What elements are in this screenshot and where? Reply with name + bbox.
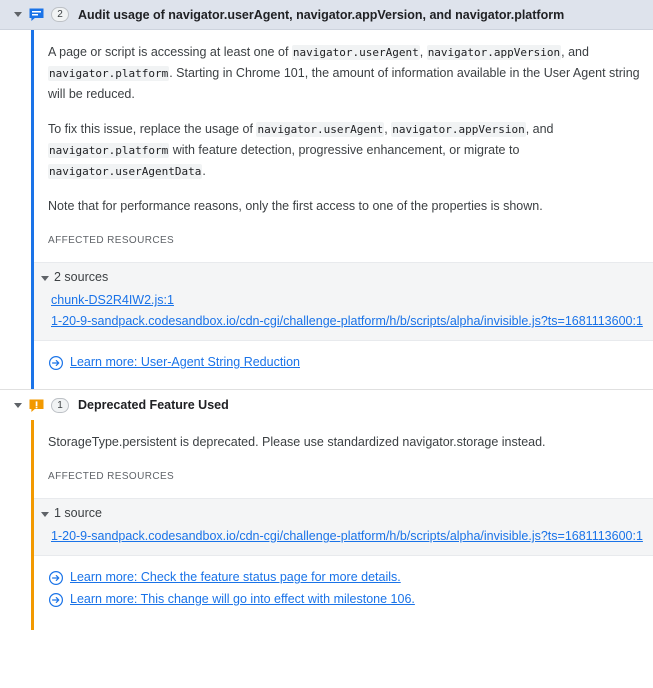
issue-description-paragraph: [48, 432, 648, 453]
chevron-down-icon[interactable]: [12, 399, 25, 412]
source-link[interactable]: 1-20-9-sandpack.codesandbox.io/cdn-cgi/challenge-platform/h/b/scripts/alpha/invisible.js?ts=1681113600:1: [51, 529, 643, 543]
text-run: , and: [525, 122, 554, 136]
learn-more-label: Learn more: Check the feature status page for more details.: [70, 570, 401, 584]
sources-disclosure-row[interactable]: [31, 504, 653, 522]
code-token: navigator.userAgent: [292, 46, 419, 59]
sources-list: [31, 526, 653, 547]
learn-more-block: [31, 556, 653, 609]
sources-list: [31, 290, 653, 332]
sources-disclosure-row[interactable]: [31, 268, 653, 286]
text-run: A page or script is accessing at least one of: [48, 45, 292, 59]
text-run: Note that for performance reasons, only the first access to one of the properties is shown.: [48, 199, 543, 213]
issue-header[interactable]: [0, 390, 653, 420]
arrow-circle-right-icon: [48, 570, 64, 586]
code-token: navigator.appVersion: [392, 123, 525, 136]
issue-body: [0, 420, 653, 630]
code-token: navigator.platform: [49, 67, 169, 80]
issue-count-badge: 2: [51, 7, 69, 22]
text-run: ,: [419, 45, 427, 59]
code-token: navigator.appVersion: [427, 46, 561, 59]
chevron-down-icon[interactable]: [41, 512, 49, 517]
affected-resources-panel: [31, 262, 653, 341]
issue-note-paragraph: [48, 196, 648, 217]
issue-deprecated-feature-used: [0, 390, 653, 630]
learn-more-link[interactable]: [48, 353, 300, 372]
affected-resources-label: AFFECTED RESOURCES: [48, 235, 175, 246]
arrow-circle-right-icon: [48, 355, 64, 371]
code-token: navigator.platform: [49, 144, 169, 157]
text-run: To fix this issue, replace the usage of: [48, 122, 257, 136]
learn-more-link[interactable]: [48, 568, 401, 587]
issue-fix-paragraph: [48, 119, 648, 182]
issue-title: Deprecated Feature Used: [78, 398, 229, 412]
learn-more-link[interactable]: [48, 590, 415, 609]
text-run: with feature detection, progressive enhancement, or migrate to: [169, 143, 520, 157]
learn-more-block: [31, 341, 653, 372]
text-run: , and: [561, 45, 589, 59]
issue-info-icon: [28, 6, 45, 23]
issue-header[interactable]: [0, 0, 653, 30]
issue-count-badge: 1: [51, 398, 69, 413]
code-token: navigator.userAgentData: [49, 165, 202, 178]
sources-count-label: 1 source: [54, 506, 102, 520]
source-link[interactable]: chunk-DS2R4IW2.js:1: [51, 293, 174, 307]
code-token: navigator.userAgent: [257, 123, 384, 136]
text-run: .: [202, 164, 206, 178]
text-run: StorageType.persistent is deprecated. Please use standardized navigator.storage instead.: [48, 435, 546, 449]
arrow-circle-right-icon: [48, 592, 64, 608]
issue-title: Audit usage of navigator.userAgent, navigator.appVersion, and navigator.platform: [78, 7, 565, 22]
learn-more-label: Learn more: User-Agent String Reduction: [70, 355, 300, 369]
affected-resources-panel: [31, 498, 653, 556]
text-run: ,: [384, 122, 392, 136]
chevron-down-icon[interactable]: [41, 276, 49, 281]
issue-body: [0, 30, 653, 389]
source-link[interactable]: 1-20-9-sandpack.codesandbox.io/cdn-cgi/challenge-platform/h/b/scripts/alpha/invisible.js?ts=1681113600:1: [51, 314, 643, 328]
issue-warning-icon: [28, 397, 45, 414]
affected-resources-label: AFFECTED RESOURCES: [48, 471, 175, 482]
sources-count-label: 2 sources: [54, 270, 109, 284]
issue-description-paragraph: [48, 42, 648, 105]
learn-more-label: Learn more: This change will go into effect with milestone 106.: [70, 592, 415, 606]
text-run: . Starting in Chrome 101, the amount of information available in the User Agent string will be reduced.: [48, 66, 640, 101]
chevron-down-icon[interactable]: [12, 8, 25, 21]
